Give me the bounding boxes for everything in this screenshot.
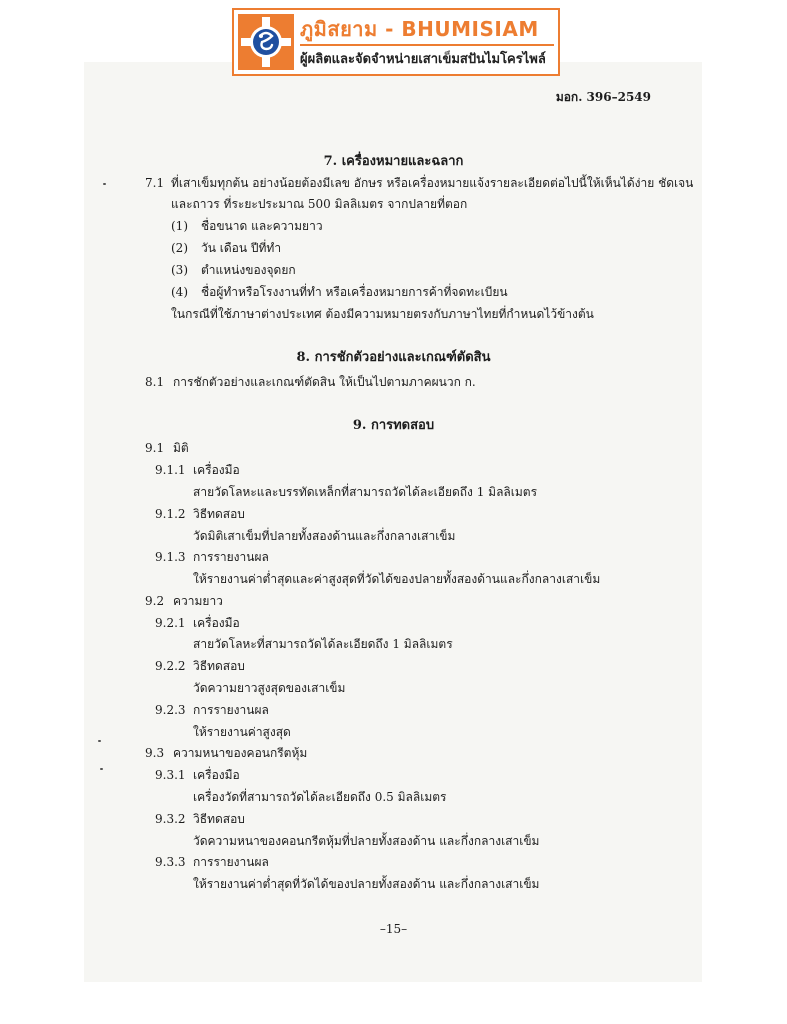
item-number: 9.3: [145, 746, 165, 760]
paragraph-line: ให้รายงานค่าสูงสุด: [193, 725, 291, 739]
paragraph-line: และถาวร ที่ระยะประมาณ 500 มิลลิเมตร จากปลายที่ตอก: [171, 197, 468, 211]
page-number: –15–: [379, 922, 408, 936]
list-number: (1): [171, 219, 188, 233]
item-number: 9.1: [145, 441, 165, 455]
item-number: 8.1: [145, 375, 165, 389]
paragraph-line: ในกรณีที่ใช้ภาษาต่างประเทศ ต้องมีความหมายตรงกับภาษาไทยที่กำหนดไว้ข้างต้น: [171, 307, 594, 321]
subsection-title: ความยาว: [173, 594, 223, 608]
section-9-heading: 9. การทดสอบ: [352, 418, 435, 433]
paragraph-line: สายวัดโลหะและบรรทัดเหล็กที่สามารถวัดได้ละเอียดถึง 1 มิลลิเมตร: [193, 485, 538, 499]
item-number: 9.3.1: [155, 768, 186, 782]
item-number: 9.2.2: [155, 659, 186, 673]
standard-code: มอก. 396–2549: [555, 90, 651, 104]
subsection-title: วิธีทดสอบ: [193, 659, 245, 673]
item-number: 9.2.3: [155, 703, 186, 717]
item-number: 9.3.3: [155, 855, 186, 869]
brand-subtitle: ผู้ผลิตและจัดจำหน่ายเสาเข็มสปันไมโครไพล์: [300, 52, 546, 67]
paragraph-line: เครื่องวัดที่สามารถวัดได้ละเอียดถึง 0.5 มิลลิเมตร: [193, 790, 447, 804]
list-item: วัน เดือน ปีที่ทำ: [201, 241, 282, 255]
subsection-title: เครื่องมือ: [193, 616, 240, 630]
scan-speck: [100, 768, 103, 770]
list-item: ชื่อผู้ทำหรือโรงงานที่ทำ หรือเครื่องหมายการค้าที่จดทะเบียน: [201, 285, 508, 299]
subsection-title: วิธีทดสอบ: [193, 812, 245, 826]
brand-title: ภูมิสยาม - BHUMISIAM: [300, 17, 539, 41]
list-item: ตำแหน่งของจุดยก: [201, 263, 296, 277]
brand-divider: [300, 44, 554, 46]
scan-speck: [98, 740, 101, 742]
paragraph-line: วัดมิติเสาเข็มที่ปลายทั้งสองด้านและกึ่งกลางเสาเข็ม: [193, 529, 456, 543]
list-number: (4): [171, 285, 188, 299]
paragraph-line: วัดความหนาของคอนกรีตหุ้มที่ปลายทั้งสองด้าน และกึ่งกลางเสาเข็ม: [193, 834, 540, 848]
item-number: 9.3.2: [155, 812, 186, 826]
subsection-title: ความหนาของคอนกรีตหุ้ม: [173, 746, 308, 760]
company-banner: [232, 8, 560, 76]
paragraph-line: ให้รายงานค่าต่ำสุดและค่าสูงสุดที่วัดได้ของปลายทั้งสองด้านและกึ่งกลางเสาเข็ม: [193, 572, 601, 586]
item-number: 9.2.1: [155, 616, 186, 630]
paragraph-line: ที่เสาเข็มทุกต้น อย่างน้อยต้องมีเลข อักษร หรือเครื่องหมายแจ้งรายละเอียดต่อไปนี้ให้เห็นได้ง่าย ชัดเจน: [171, 176, 694, 190]
item-number: 9.1.2: [155, 507, 186, 521]
item-number: 9.1.3: [155, 550, 186, 564]
paragraph-line: สายวัดโลหะที่สามารถวัดได้ละเอียดถึง 1 มิลลิเมตร: [193, 637, 453, 651]
paragraph-line: วัดความยาวสูงสุดของเสาเข็ม: [193, 681, 346, 695]
item-number: 9.1.1: [155, 463, 186, 477]
subsection-title: เครื่องมือ: [193, 463, 240, 477]
item-number: 9.2: [145, 594, 165, 608]
subsection-title: มิติ: [173, 441, 189, 455]
paragraph-line: การชักตัวอย่างและเกณฑ์ตัดสิน ให้เป็นไปตามภาคผนวก ก.: [173, 375, 476, 389]
section-7-heading: 7. เครื่องหมายและฉลาก: [323, 154, 464, 169]
subsection-title: การรายงานผล: [193, 550, 269, 564]
scan-speck: [103, 183, 106, 185]
item-number: 7.1: [145, 176, 165, 190]
bhumisiam-logo-icon: [238, 14, 294, 70]
paragraph-line: ให้รายงานค่าต่ำสุดที่วัดได้ของปลายทั้งสองด้าน และกึ่งกลางเสาเข็ม: [193, 877, 540, 891]
list-item: ชื่อขนาด และความยาว: [201, 219, 323, 233]
list-number: (3): [171, 263, 188, 277]
list-number: (2): [171, 241, 188, 255]
subsection-title: การรายงานผล: [193, 855, 269, 869]
subsection-title: วิธีทดสอบ: [193, 507, 245, 521]
subsection-title: การรายงานผล: [193, 703, 269, 717]
section-8-heading: 8. การชักตัวอย่างและเกณฑ์ตัดสิน: [296, 350, 491, 365]
subsection-title: เครื่องมือ: [193, 768, 240, 782]
